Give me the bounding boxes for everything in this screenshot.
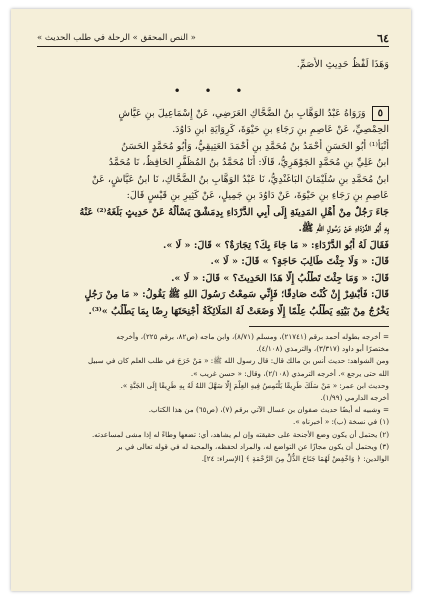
body-line: عَاصِمِ بنِ رَجَاءِ بنِ حَيْوَةَ، عَنْ دَاوُدَ بنِ جَمِيلٍ، عَنْ كَثِيرِ بنِ قَيْسٍ قَالَ: — [126, 190, 389, 201]
body-line: جَاءَ رَجُلٌ مِنْ أَهْلِ المَدِينَةِ إِلَى أَبِي الدَّرْدَاءِ بِدِمَشْقَ يَسْأَلُهُ عَنْ حَدِيثٍ بَلَغَهُ⁽²⁾ عَنْهُ — [79, 206, 389, 218]
body-line: قَالَ: فَأَبْشِرْ إِنْ كُنْتَ صَادِقًا؛ فَإِنِّي سَمِعْتُ رَسُولَ اللهِ ﷺ يَقُولُ: « مَا مِنْ رَجُلٍ — [84, 289, 389, 300]
book-page — [11, 9, 411, 591]
body-line: قَالَ: « وَلَا جِئْتَ طَالِبَ حَاجَةٍ؟ » قَالَ: « لَا ». — [210, 256, 389, 267]
page-header — [37, 31, 389, 47]
page-content — [37, 31, 389, 573]
footnote-line: أخرجه الدارمي (١/٩٩). — [320, 393, 389, 403]
body-line: قَالَ: « وَمَا جِئْتَ تَطْلُبُ إِلَّا هَذَا الحَدِيثَ؟ » قَالَ: « لَا ». — [171, 272, 389, 284]
footnote-line: ومن الشواهد: حديث أنس بن مالك قال: قال رسول الله ﷺ: « مَنْ خَرَجَ في طلب العلم كان في سبيل — [87, 356, 389, 366]
footnote-line: (١) في نسخة (ب): « أخبرناه ». — [293, 417, 389, 427]
body-line: يَخْرُجُ مِنْ بَيْتِهِ يَطْلُبُ عِلْمًا إِلَّا وَضَعَتْ لَهُ المَلَائِكَةُ أَجْنِحَتَهَا رِضًا بِمَا يَطْلُبُ »⁽³⁾. — [88, 305, 389, 317]
footnote-line: = وشبيه له أيضًا حديث صفوان بن عسال الآتي برقم (٧)، (ص٦٥) من هذا الكتاب. — [148, 405, 389, 415]
footnote-line: مختصرًا أبو داود (٣/٣١٧)، والترمذي (٤/١٠٨). — [256, 344, 389, 354]
opening-line: وَهَذَا لَفْظُ حَدِيثِ الأَصَمِّ. — [296, 59, 389, 70]
body-line: الحِمْصِيِّ، عَنْ عَاصِمِ بنِ رَجَاءِ بنِ حَيْوَةَ، كَرِوَايَةِ ابنِ دَاوُدَ. — [172, 124, 389, 135]
section-separator: • • • — [173, 83, 253, 98]
body-line: بِهِ أَبُو الدَّرْدَاءِ عَنْ رَسُولِ اللهِ ﷺ. — [298, 223, 389, 234]
page-number: ٦٤ — [377, 31, 389, 45]
footnote-line: (٣) ويحتمل أن يكون مجازًا عن التواضع له، والمراد لحفظه، والمحبة له في قوله تعالى في بر — [116, 441, 389, 451]
footnote-divider — [249, 326, 389, 327]
footnote-line: الله حتى يرجع ». أخرجه الترمذي (٢/١٠٨)، وقال: « حسن غريب ». — [190, 368, 389, 378]
footnote-line: = أخرجه بطوله أحمد برقم (٢١٧٤١)، ومسلم (٨/٧١)، وابن ماجه (ص٨٢، برقم ٢٢٥)، وأخرجه — [116, 332, 389, 341]
footnote-line: الوالدين: ﴿ وَاخْفِضْ لَهُمَا جَنَاحَ الذُّلِّ مِنَ الرَّحْمَةِ ﴾ [الإسراء: ٢٤]. — [201, 454, 389, 464]
footnote-line: وحديث ابن عمر: « مَنْ سَلَكَ طَرِيقًا يَلْتَمِسُ فِيهِ العِلْمَ إِلَّا سَهَّلَ اللهُ لَهُ بِهِ طَرِيقًا إِلَى الجَنَّةِ ». — [120, 380, 389, 390]
hadith-number-box: ٥ — [372, 106, 389, 121]
body-line: ابنُ مُحَمَّدِ بنِ سُلَيْمَانَ البَاغَنْدِيُّ، نَا عَبْدُ الوَهَّابِ بنُ الضَّحَّاكِ، نَا ابنُ عَيَّاشٍ، عَنْ — [91, 173, 389, 185]
body-line — [37, 106, 389, 123]
footnote-line: (٢) يحتمل أن يكون وضع الأجنحة على حقيقته وإن لم يشاهد، أي: تضعها وطاءً له إذا مشى لمساعدته. — [92, 429, 389, 439]
body-line: فَقَالَ لَهُ أَبُو الدَّرْدَاءِ: « مَا جَاءَ بِكَ؟ تِجَارَةٌ؟ » قَالَ: « لَا ». — [163, 239, 389, 251]
body-line: ابنُ عَلِيِّ بنِ مُحَمَّدٍ الجَوْهَرِيُّ، قَالَا: أَنَا مُحَمَّدُ بنُ المُظَفَّرِ الحَافِظُ، نَا مُحَمَّدُ — [108, 157, 389, 168]
running-title: « النص المحقق » الرحلة في طلب الحديث » — [37, 33, 196, 43]
body-line: أَنْبَأَ⁽¹⁾ أَبُو الحَسَنِ أَحْمَدُ بنُ مُحَمَّدِ بنِ أَحْمَدَ العَتِيقِيُّ، وَأَبُو مُحَمَّدٍ الحَسَنُ — [121, 140, 389, 152]
body-line-text: وَرَوَاهُ عَبْدُ الوَهَّابِ بنُ الضَّحَّاكِ العَرَضِي، عَنْ إِسْمَاعِيلَ بنِ عَيَّاشٍ — [118, 107, 366, 119]
